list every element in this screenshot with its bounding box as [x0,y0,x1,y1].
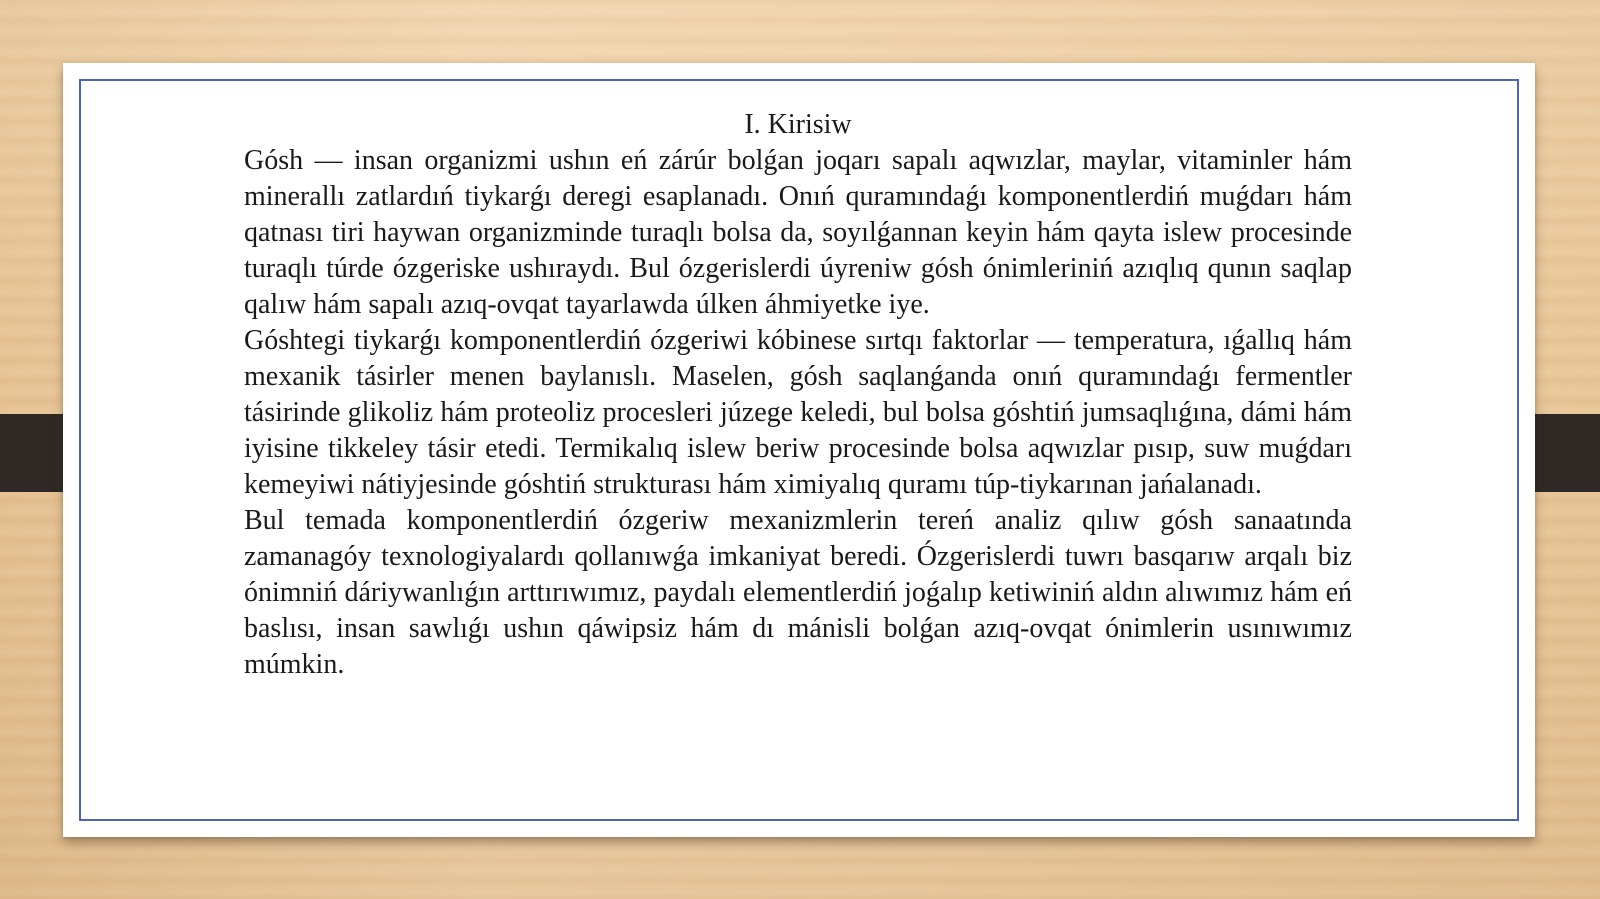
paragraph-intro: Gósh — insan organizmi ushın eń zárúr bolǵan joqarı sapalı aqwızlar, maylar, vitaminler hám minerallı zatlardıń tiykarǵı deregi esaplanadı. Onıń quramındaǵı komponentlerdiń muǵdarı hám qatnası tiri haywan organizminde turaqlı bolsa da, soyılǵannan keyin hám qayta islew procesinde turaqlı túrde ózgeriske ushıraydı. Bul ózgerislerdi úyreniw gósh ónimleriniń azıqlıq qunın saqlap qalıw hám sapalı azıq-ovqat tayarlawda úlken áhmiyetke iye. [244,145,1352,320]
slide-title: I. Kirisiw [744,109,852,140]
paragraph-conclusion: Bul temada komponentlerdiń ózgeriw mexanizmlerin tereń analiz qılıw gósh sanaatında zamanagóy texnologiyalardı qollanıwǵa imkaniyat beredi. Ózgerislerdi tuwrı basqarıw arqalı biz ónimniń dáriywanlıǵın arttırıwımız, paydalı elementlerdiń joǵalıp ketiwiniń aldın alıwımız hám eń baslısı, insan sawlıǵı ushın qáwipsiz hám dı mánisli bolǵan azıq-ovqat ónimlerin usınıwımız múmkin. [244,505,1352,680]
paragraph-factors: Góshtegi tiykarǵı komponentlerdiń ózgeriwi kóbinese sırtqı faktorlar — temperatura, ıǵallıq hám mexanik tásirler menen baylanıslı. Maselen, gósh saqlanǵanda onıń quramındaǵı fermentler tásirinde glikoliz hám proteoliz procesleri júzege keledi, bul bolsa góshtiń jumsaqlıǵına, dámi hám iyisine tikkeley tásir etedi. Termikalıq islew beriw procesinde bolsa aqwızlar pısıp, suw muǵdarı kemeyiwi nátiyjesinde góshtiń strukturası hám ximiyalıq quramı túp-tiykarınan jańalanadı. [244,325,1352,500]
slide-content [244,107,1352,683]
